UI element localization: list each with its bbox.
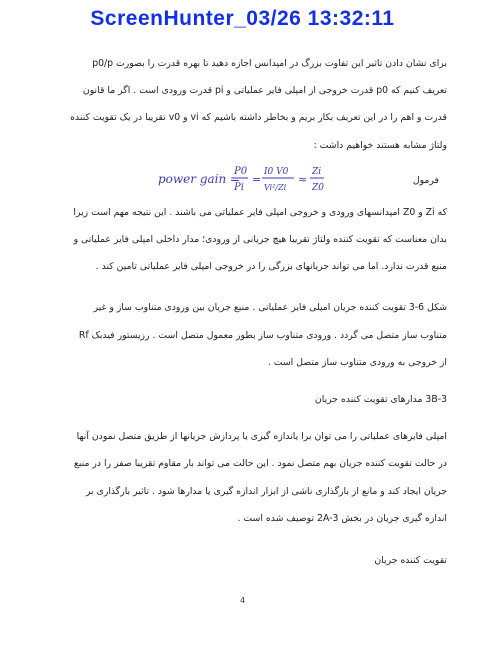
formula-zi: Zi [312, 166, 322, 177]
formula-row [52, 159, 447, 199]
formula-z0: Z0 [312, 182, 324, 193]
formula-lhs: power gain = [158, 171, 241, 186]
paragraph-line: در حالت تقویت کننده جریان بهم متصل نمود . این حالت می تواند بار مقاوم تقریبا صفر را در منبع [73, 458, 447, 470]
screenhunter-banner: ScreenHunter_03/26 13:32:11 [90, 7, 395, 30]
paragraph-line: امپلی فایرهای عملیاتی را می توان برا یاندازه گیری یا پردازش جریانها از طریق متصل نمودن آنها [76, 431, 447, 443]
svg-text:≈: ≈ [298, 172, 308, 186]
paragraph-line: اندازه گیری جریان در بخش 2A-3 توصیف شده است . [237, 512, 447, 524]
paragraph-line: ولتاژ مشابه هستند خواهیم داشت : [313, 139, 447, 151]
formula-i0v0: I0 V0 [264, 166, 289, 177]
paragraph-line: متناوب ساز متصل می گردد . ورودی متناوب ساز بطور معمول متصل است . رزیستور فیدبک Rf [78, 329, 447, 341]
paragraph-line: برای نشان دادن تاثیر این تفاوت بزرگ در امپدانس اجازه دهید تا بهره قدرت را بصورت p0/p [92, 58, 447, 69]
paragraph-line: بدان معناست که تقویت کننده ولتاژ تقریبا هیچ جریانی از ورودی؛ مدار داخلی امپلی فایر عملیاتی و [73, 234, 447, 246]
formula-vi2zi: Vi²/Zi [264, 182, 287, 192]
paragraph-line: از خروجی به ورودی متناوب ساز متصل است . [267, 356, 447, 368]
paragraph-line: شکل 6-3 تقویت کننده جریان امپلی فایر عملیاتی . منبع جریان بین ورودی متناوب ساز و غیر [93, 302, 447, 314]
paragraph-line: تعریف کنیم که p0 قدرت خروجی از امپلی فایر عملیاتی و pi قدرت ورودی است . اگر ما قانون [82, 85, 447, 97]
handwritten-formula [112, 159, 352, 199]
formula-label: فرمول [412, 174, 439, 186]
paragraph-line: قدرت و اهم را در این تعریف بکار بریم و بخاطر داشته باشیم که vi و v0 تقریبا در یک تقویت کننده [70, 112, 447, 124]
paragraph-line: جریان ایجاد کند و مانع از بارگذاری ناشی از ابزار اندازه گیری یا مدارها شود . تاثیر بارگذاری بر [85, 485, 447, 497]
section-heading: 3B-3 مدارهای تقویت کننده جریان [314, 394, 447, 406]
paragraph-line: تقویت کننده جریان [374, 555, 447, 567]
formula-pi: Pi [234, 181, 244, 193]
formula-p0: P0 [234, 165, 248, 177]
paragraph-line: منبع قدرت ندارد. اما می تواند جریانهای بزرگی را در خروجی امپلی فایر عملیاتی تامین کند . [95, 261, 447, 273]
svg-text:=: = [252, 172, 262, 186]
document-page [52, 50, 447, 574]
paragraph-line: که Zi و Z0 امپدانسهای ورودی و خروجی امپلی فایر عملیاتی می باشند . این نتیجه مهم است زیرا [73, 206, 447, 218]
page-number: 4 [239, 596, 246, 605]
